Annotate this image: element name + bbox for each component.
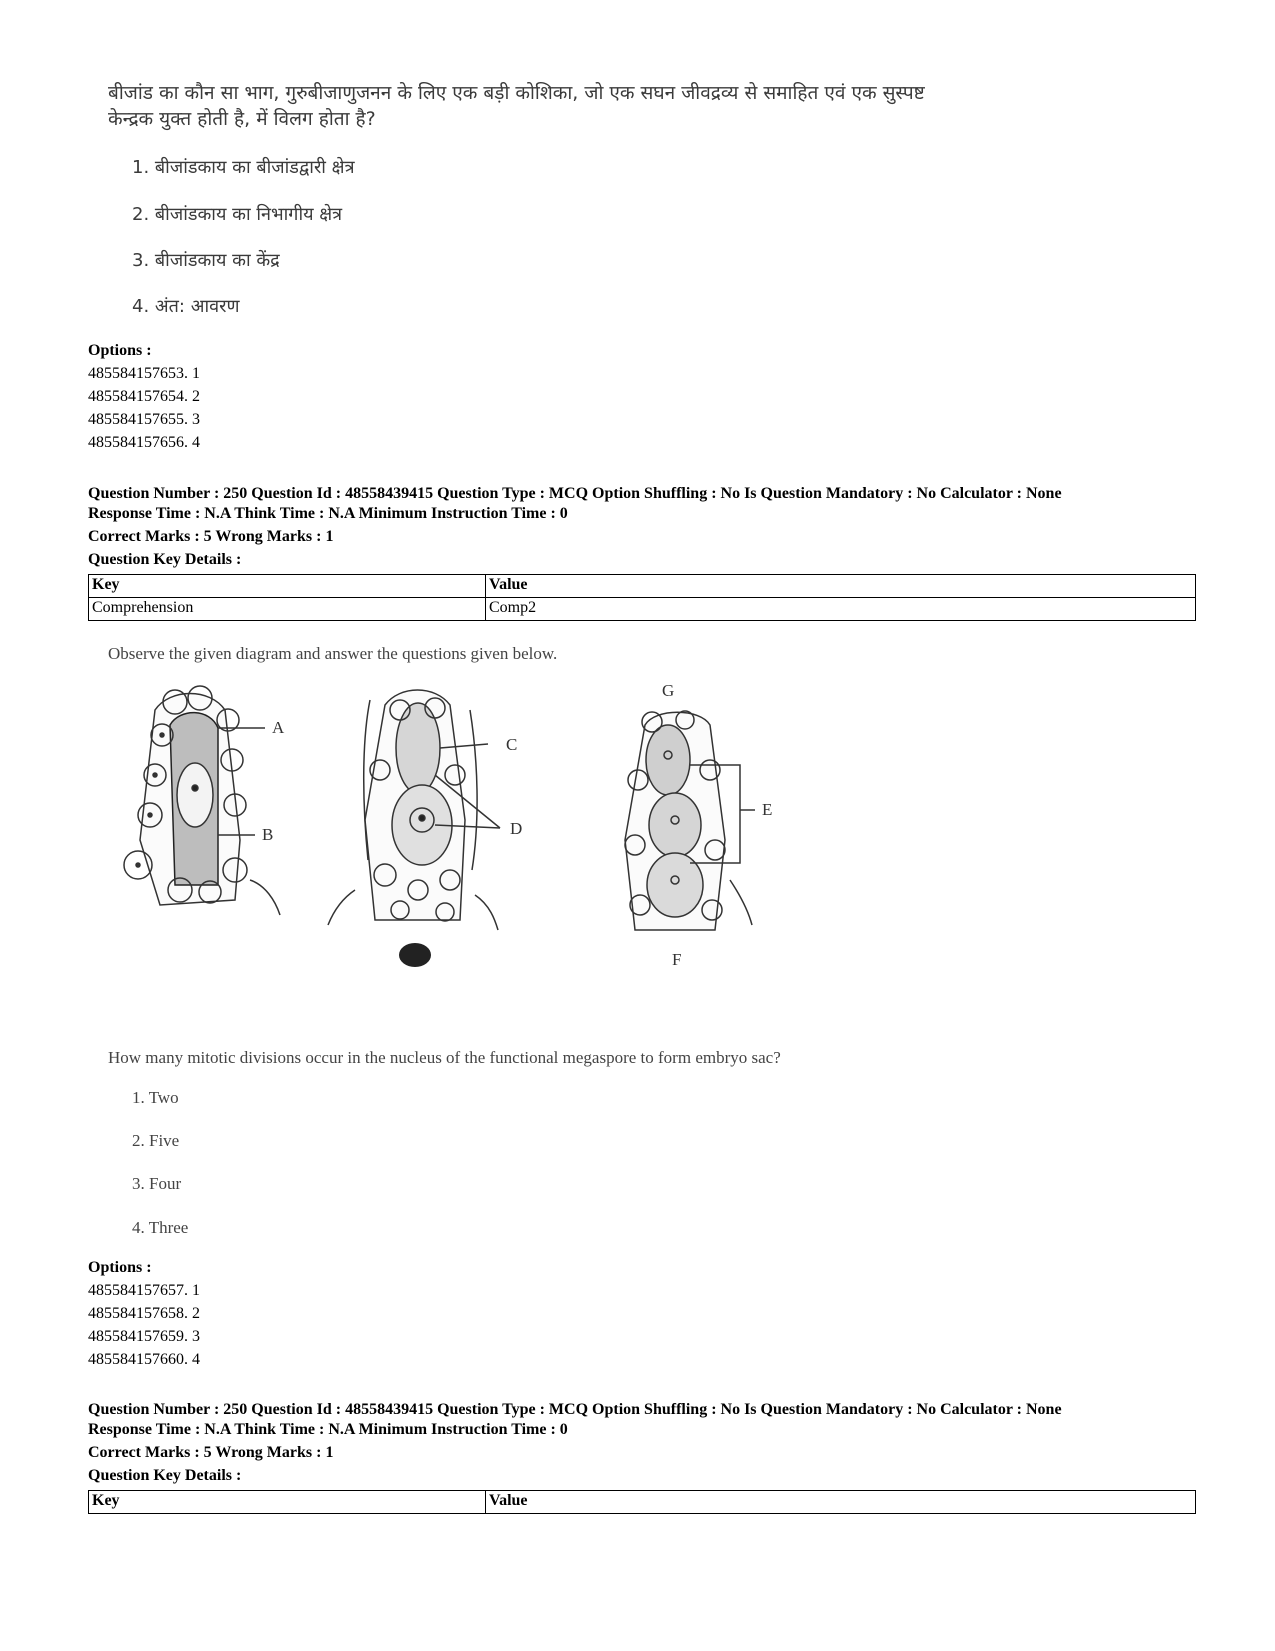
table-row — [89, 598, 1196, 621]
question-2-option-3: 485584157659. 3 — [88, 1328, 200, 1345]
ovule-diagram — [100, 680, 820, 1010]
label-f: F — [672, 950, 682, 969]
question-1-option-1: 485584157653. 1 — [88, 365, 200, 382]
label-g: G — [662, 681, 675, 700]
nucellus-figure-left — [124, 686, 280, 915]
question-2-marks: Correct Marks : 5 Wrong Marks : 1 — [88, 528, 334, 545]
table-cell-value: Comp2 — [486, 598, 1196, 621]
question-2-intro: Observe the given diagram and answer the questions given below. — [108, 644, 558, 663]
label-c: C — [506, 735, 518, 754]
question-2-choice-2: 2. Five — [132, 1131, 180, 1150]
question-1-choice-2: 2. बीजांडकाय का निभागीय क्षेत्र — [132, 204, 343, 225]
table-cell-key: Comprehension — [89, 598, 486, 621]
question-2-options-label: Options : — [88, 1259, 152, 1276]
question-1-text-line2: केन्द्रक युक्त होती है, में विलग होता है? — [108, 108, 376, 130]
question-3-marks: Correct Marks : 5 Wrong Marks : 1 — [88, 1444, 334, 1461]
label-e: E — [762, 800, 773, 819]
question-3-meta-line1: Question Number : 250 Question Id : 48558439415 Question Type : MCQ Option Shuffling : No Is Question Mandatory : No Calculator : None — [88, 1401, 1062, 1418]
question-2-key-table — [88, 574, 1196, 621]
nucellus-figure-right — [625, 711, 752, 930]
question-2-choice-4: 4. Three — [132, 1218, 189, 1237]
table-header-key: Key — [89, 1491, 486, 1514]
label-d: D — [510, 819, 523, 838]
question-2-meta-line1: Question Number : 250 Question Id : 48558439415 Question Type : MCQ Option Shuffling : No Is Question Mandatory : No Calculator : None — [88, 485, 1062, 502]
question-1-options-label: Options : — [88, 342, 152, 359]
question-1-choice-4: 4. अंत: आवरण — [132, 296, 240, 317]
table-header-value: Value — [486, 575, 1196, 598]
question-2-key-details-label: Question Key Details : — [88, 551, 242, 568]
question-2-option-2: 485584157658. 2 — [88, 1305, 200, 1322]
question-2-choice-3: 3. Four — [132, 1174, 182, 1193]
question-2-option-4: 485584157660. 4 — [88, 1351, 200, 1368]
table-header-key: Key — [89, 575, 486, 598]
question-3-meta-line2: Response Time : N.A Think Time : N.A Minimum Instruction Time : 0 — [88, 1421, 568, 1438]
question-1-choice-3: 3. बीजांडकाय का केंद्र — [132, 250, 280, 271]
question-1-text-line1: बीजांड का कौन सा भाग, गुरुबीजाणुजनन के लिए एक बड़ी कोशिका, जो एक सघन जीवद्रव्य से समाहित एवं एक सुस्पष्ट — [108, 82, 925, 104]
question-2-meta-line2: Response Time : N.A Think Time : N.A Minimum Instruction Time : 0 — [88, 505, 568, 522]
table-header-row — [89, 1491, 1196, 1514]
label-a: A — [272, 718, 285, 737]
question-1-option-3: 485584157655. 3 — [88, 411, 200, 428]
label-b: B — [262, 825, 274, 844]
question-2-text: How many mitotic divisions occur in the nucleus of the functional megaspore to form embryo sac? — [108, 1048, 781, 1067]
table-header-value: Value — [486, 1491, 1196, 1514]
table-header-row — [89, 575, 1196, 598]
question-3-key-table — [88, 1490, 1196, 1514]
nucellus-figure-middle — [328, 690, 498, 930]
question-1-choice-1: 1. बीजांडकाय का बीजांडद्वारी क्षेत्र — [132, 157, 355, 178]
question-1-option-2: 485584157654. 2 — [88, 388, 200, 405]
question-3-key-details-label: Question Key Details : — [88, 1467, 242, 1484]
dark-cell-mark — [399, 943, 431, 967]
question-2-choice-1: 1. Two — [132, 1088, 179, 1107]
question-1-option-4: 485584157656. 4 — [88, 434, 200, 451]
question-2-option-1: 485584157657. 1 — [88, 1282, 200, 1299]
